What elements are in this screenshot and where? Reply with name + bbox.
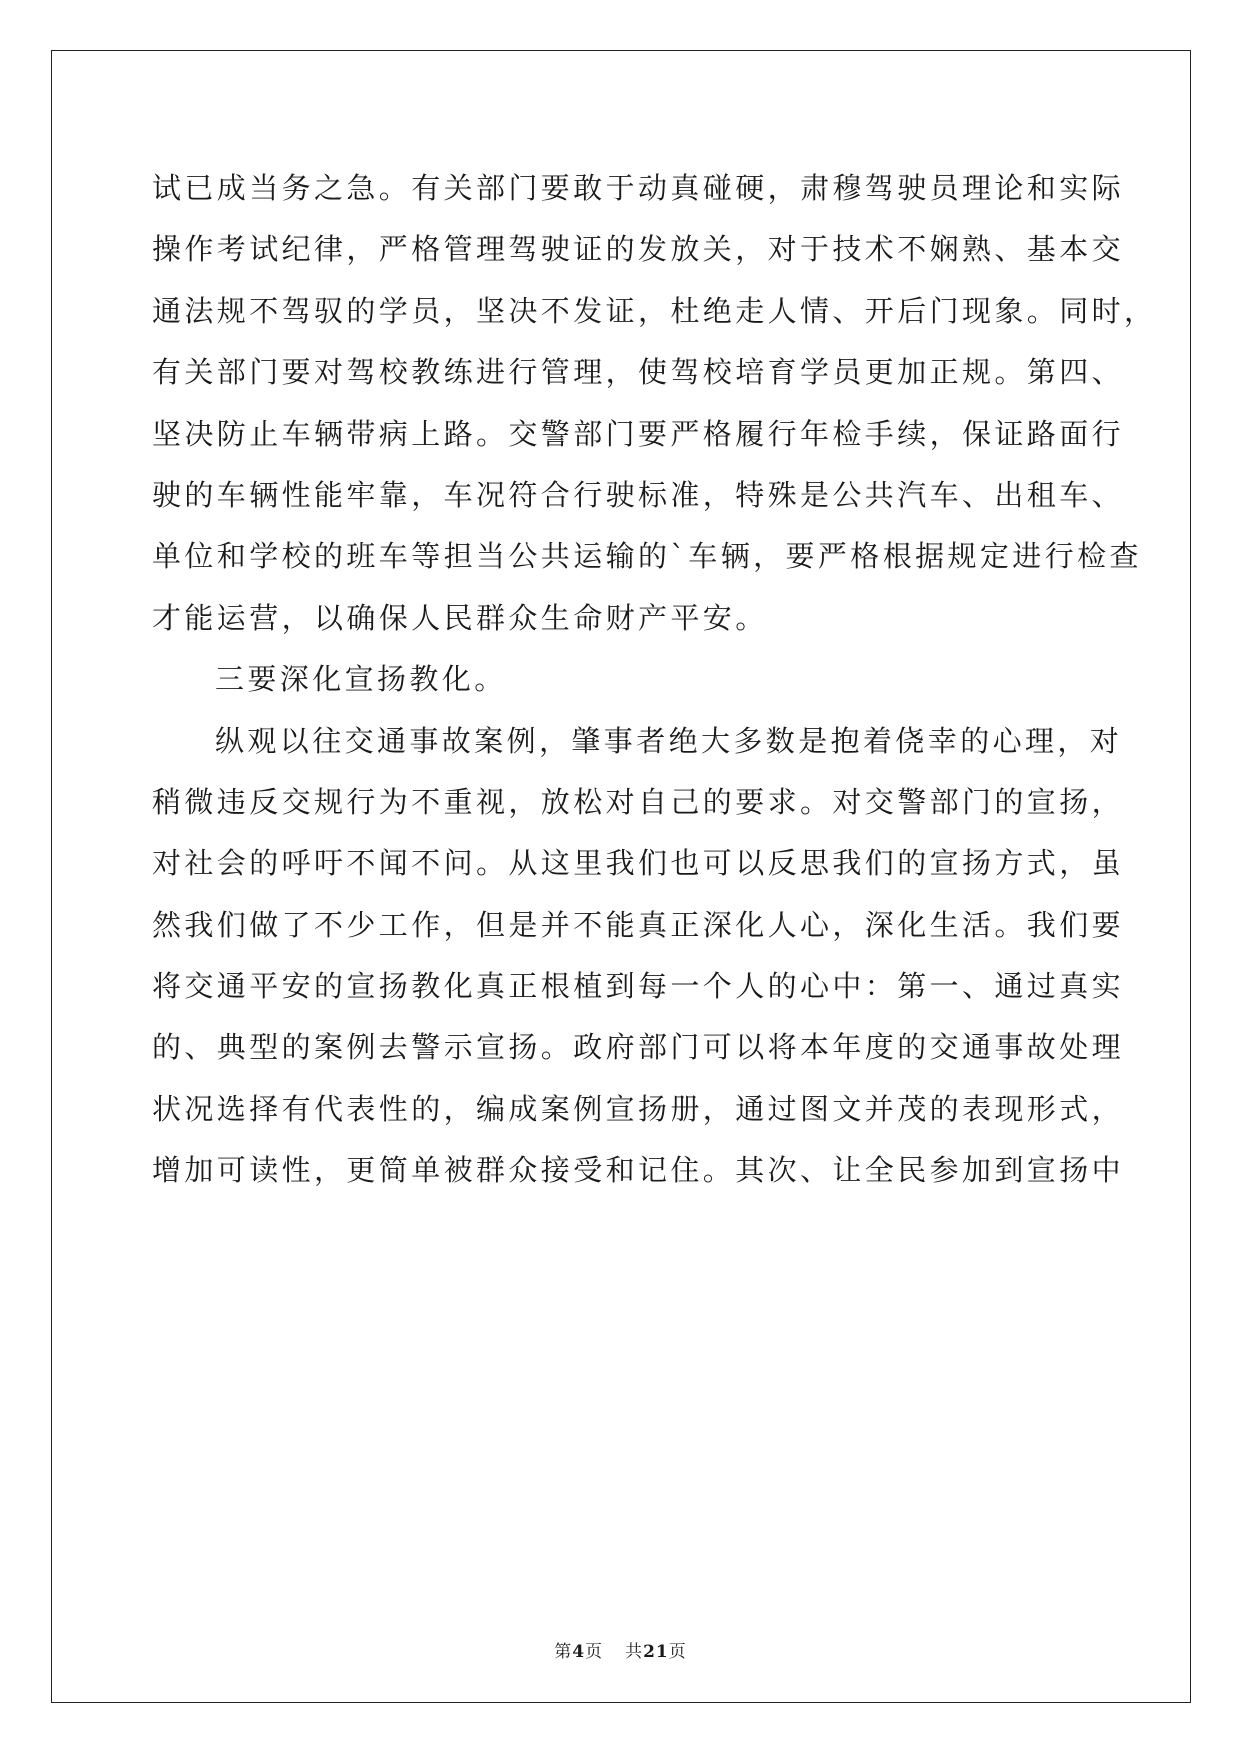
body-line: 坚决防止车辆带病上路。交警部门要严格履行年检手续，保证路面行 bbox=[152, 416, 1125, 451]
body-line: 增加可读性，更简单被群众接受和记住。其次、让全民参加到宣扬中 bbox=[152, 1153, 1125, 1188]
body-line: 试已成当务之急。有关部门要敢于动真碰硬，肃穆驾驶员理论和实际 bbox=[152, 171, 1125, 205]
body-line: 驶的车辆性能牢靠，车况符合行驶标准，特殊是公共汽车、出租车、 bbox=[152, 477, 1125, 512]
body-line: 单位和学校的班车等担当公共运输的`车辆，要严格根据规定进行检查 bbox=[152, 539, 1142, 574]
total-suffix: 页 bbox=[668, 1642, 687, 1662]
body-line: 然我们做了不少工作，但是并不能真正深化人心，深化生活。我们要 bbox=[152, 907, 1125, 942]
body-line: 的、典型的案例去警示宣扬。政府部门可以将本年度的交通事故处理 bbox=[152, 1030, 1125, 1065]
body-line: 将交通平安的宣扬教化真正根植到每一个人的心中：第一、通过真实 bbox=[152, 969, 1125, 1004]
body-line: 通法规不驾驭的学员，坚决不发证，杜绝走人情、开后门现象。同时， bbox=[152, 293, 1157, 328]
page-footer bbox=[0, 1640, 1241, 1664]
section-heading: 三要深化宣扬教化。 bbox=[215, 662, 507, 697]
total-prefix: 共 bbox=[625, 1642, 644, 1662]
body-line: 操作考试纪律，严格管理驾驶证的发放关，对于技术不娴熟、基本交 bbox=[152, 232, 1125, 267]
page-prefix: 第 bbox=[554, 1642, 573, 1662]
body-line: 状况选择有代表性的，编成案例宣扬册，通过图文并茂的表现形式， bbox=[152, 1091, 1125, 1126]
paragraph-start-line: 纵观以往交通事故案例，肇事者绝大多数是抱着侥幸的心理，对 bbox=[215, 723, 1123, 758]
body-line: 有关部门要对驾校教练进行管理，使驾校培育学员更加正规。第四、 bbox=[152, 355, 1125, 390]
total-pages-number: 21 bbox=[643, 1642, 669, 1662]
page-suffix: 页 bbox=[585, 1642, 604, 1662]
body-line: 对社会的呼吁不闻不问。从这里我们也可以反思我们的宣扬方式，虽 bbox=[152, 846, 1125, 881]
document-body bbox=[152, 158, 1157, 1202]
body-line: 才能运营，以确保人民群众生命财产平安。 bbox=[152, 600, 768, 635]
body-line: 稍微违反交规行为不重视，放松对自己的要求。对交警部门的宣扬， bbox=[152, 784, 1125, 819]
current-page-number: 4 bbox=[572, 1642, 586, 1662]
